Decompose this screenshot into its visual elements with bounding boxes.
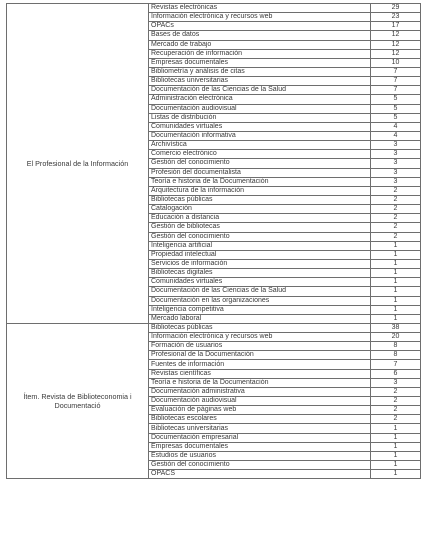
count-cell: 7 [371, 86, 421, 95]
count-cell: 5 [371, 95, 421, 104]
topic-cell: OPACS [149, 470, 371, 479]
count-cell: 5 [371, 113, 421, 122]
topic-cell: Listas de distribución [149, 113, 371, 122]
topic-cell: Comunidades virtuales [149, 278, 371, 287]
topic-cell: Catalogación [149, 205, 371, 214]
topic-cell: Documentación de las Ciencias de la Salud [149, 287, 371, 296]
count-cell: 2 [371, 214, 421, 223]
topic-cell: Bibliotecas universitarias [149, 77, 371, 86]
table-row [7, 323, 421, 332]
count-cell: 4 [371, 131, 421, 140]
topic-cell: Documentación audiovisual [149, 397, 371, 406]
count-cell: 1 [371, 314, 421, 323]
topic-cell: Mercado de trabajo [149, 40, 371, 49]
count-cell: 1 [371, 470, 421, 479]
topic-cell: Arquitectura de la información [149, 186, 371, 195]
topic-cell: Bibliometría y análisis de citas [149, 67, 371, 76]
topic-cell: Recuperación de información [149, 49, 371, 58]
count-cell: 1 [371, 442, 421, 451]
topic-cell: Gestión del conocimiento [149, 461, 371, 470]
count-cell: 1 [371, 451, 421, 460]
topic-cell: Empresas documentales [149, 442, 371, 451]
topic-cell: Inteligencia artificial [149, 241, 371, 250]
topic-cell: Teoría e historia de la Documentación [149, 378, 371, 387]
topic-cell: Gestión del conocimiento [149, 159, 371, 168]
count-cell: 29 [371, 4, 421, 13]
count-cell: 3 [371, 150, 421, 159]
count-cell: 2 [371, 415, 421, 424]
topics-table [6, 3, 421, 479]
topic-cell: Bibliotecas públicas [149, 323, 371, 332]
topic-cell: Documentación en las organizaciones [149, 296, 371, 305]
count-cell: 2 [371, 232, 421, 241]
topic-cell: Gestión de bibliotecas [149, 223, 371, 232]
topic-cell: Teoría e historia de la Documentación [149, 177, 371, 186]
count-cell: 4 [371, 122, 421, 131]
count-cell: 2 [371, 387, 421, 396]
topic-cell: Información electrónica y recursos web [149, 333, 371, 342]
topic-cell: Información electrónica y recursos web [149, 13, 371, 22]
topic-cell: OPACs [149, 22, 371, 31]
topic-cell: Educación a distancia [149, 214, 371, 223]
table-row [7, 4, 421, 13]
topic-cell: Documentación empresarial [149, 433, 371, 442]
count-cell: 12 [371, 40, 421, 49]
count-cell: 1 [371, 241, 421, 250]
count-cell: 1 [371, 269, 421, 278]
topic-cell: Bibliotecas públicas [149, 195, 371, 204]
topic-cell: Bibliotecas digitales [149, 269, 371, 278]
count-cell: 2 [371, 223, 421, 232]
count-cell: 38 [371, 323, 421, 332]
topic-cell: Bibliotecas universitarias [149, 424, 371, 433]
topics-table-body [7, 4, 421, 479]
journal-name-cell: Ítem. Revista de Biblioteconomia i Documentació [7, 323, 149, 478]
count-cell: 2 [371, 205, 421, 214]
count-cell: 20 [371, 333, 421, 342]
topic-cell: Fuentes de información [149, 360, 371, 369]
count-cell: 3 [371, 168, 421, 177]
topic-cell: Profesión del documentalista [149, 168, 371, 177]
topic-cell: Estudios de usuarios [149, 451, 371, 460]
topic-cell: Empresas documentales [149, 58, 371, 67]
count-cell: 8 [371, 342, 421, 351]
topic-cell: Archivística [149, 141, 371, 150]
topic-cell: Inteligencia competitiva [149, 305, 371, 314]
topic-cell: Propiedad intelectual [149, 250, 371, 259]
count-cell: 1 [371, 250, 421, 259]
count-cell: 1 [371, 424, 421, 433]
journal-name-cell: El Profesional de la Información [7, 4, 149, 324]
count-cell: 2 [371, 406, 421, 415]
topic-cell: Evaluación de páginas web [149, 406, 371, 415]
count-cell: 10 [371, 58, 421, 67]
topic-cell: Gestión del conocimiento [149, 232, 371, 241]
count-cell: 12 [371, 49, 421, 58]
count-cell: 1 [371, 287, 421, 296]
count-cell: 17 [371, 22, 421, 31]
count-cell: 2 [371, 397, 421, 406]
count-cell: 3 [371, 378, 421, 387]
count-cell: 5 [371, 104, 421, 113]
count-cell: 2 [371, 195, 421, 204]
topic-cell: Documentación de las Ciencias de la Salud [149, 86, 371, 95]
count-cell: 6 [371, 369, 421, 378]
count-cell: 7 [371, 77, 421, 86]
topic-cell: Revistas electrónicas [149, 4, 371, 13]
topic-cell: Formación de usuarios [149, 342, 371, 351]
topic-cell: Documentación administrativa [149, 387, 371, 396]
count-cell: 1 [371, 296, 421, 305]
topic-cell: Profesional de la Documentación [149, 351, 371, 360]
topic-cell: Documentación audiovisual [149, 104, 371, 113]
count-cell: 1 [371, 461, 421, 470]
count-cell: 3 [371, 159, 421, 168]
count-cell: 12 [371, 31, 421, 40]
count-cell: 8 [371, 351, 421, 360]
topic-cell: Bases de datos [149, 31, 371, 40]
topic-cell: Comercio electrónico [149, 150, 371, 159]
topic-cell: Comunidades virtuales [149, 122, 371, 131]
count-cell: 2 [371, 186, 421, 195]
topic-cell: Documentación informativa [149, 131, 371, 140]
topic-cell: Revistas científicas [149, 369, 371, 378]
topic-cell: Administración electrónica [149, 95, 371, 104]
count-cell: 1 [371, 433, 421, 442]
count-cell: 23 [371, 13, 421, 22]
count-cell: 3 [371, 177, 421, 186]
count-cell: 7 [371, 67, 421, 76]
count-cell: 3 [371, 141, 421, 150]
count-cell: 1 [371, 259, 421, 268]
count-cell: 1 [371, 278, 421, 287]
count-cell: 7 [371, 360, 421, 369]
topic-cell: Bibliotecas escolares [149, 415, 371, 424]
count-cell: 1 [371, 305, 421, 314]
topic-cell: Mercado laboral [149, 314, 371, 323]
topic-cell: Servicios de información [149, 259, 371, 268]
